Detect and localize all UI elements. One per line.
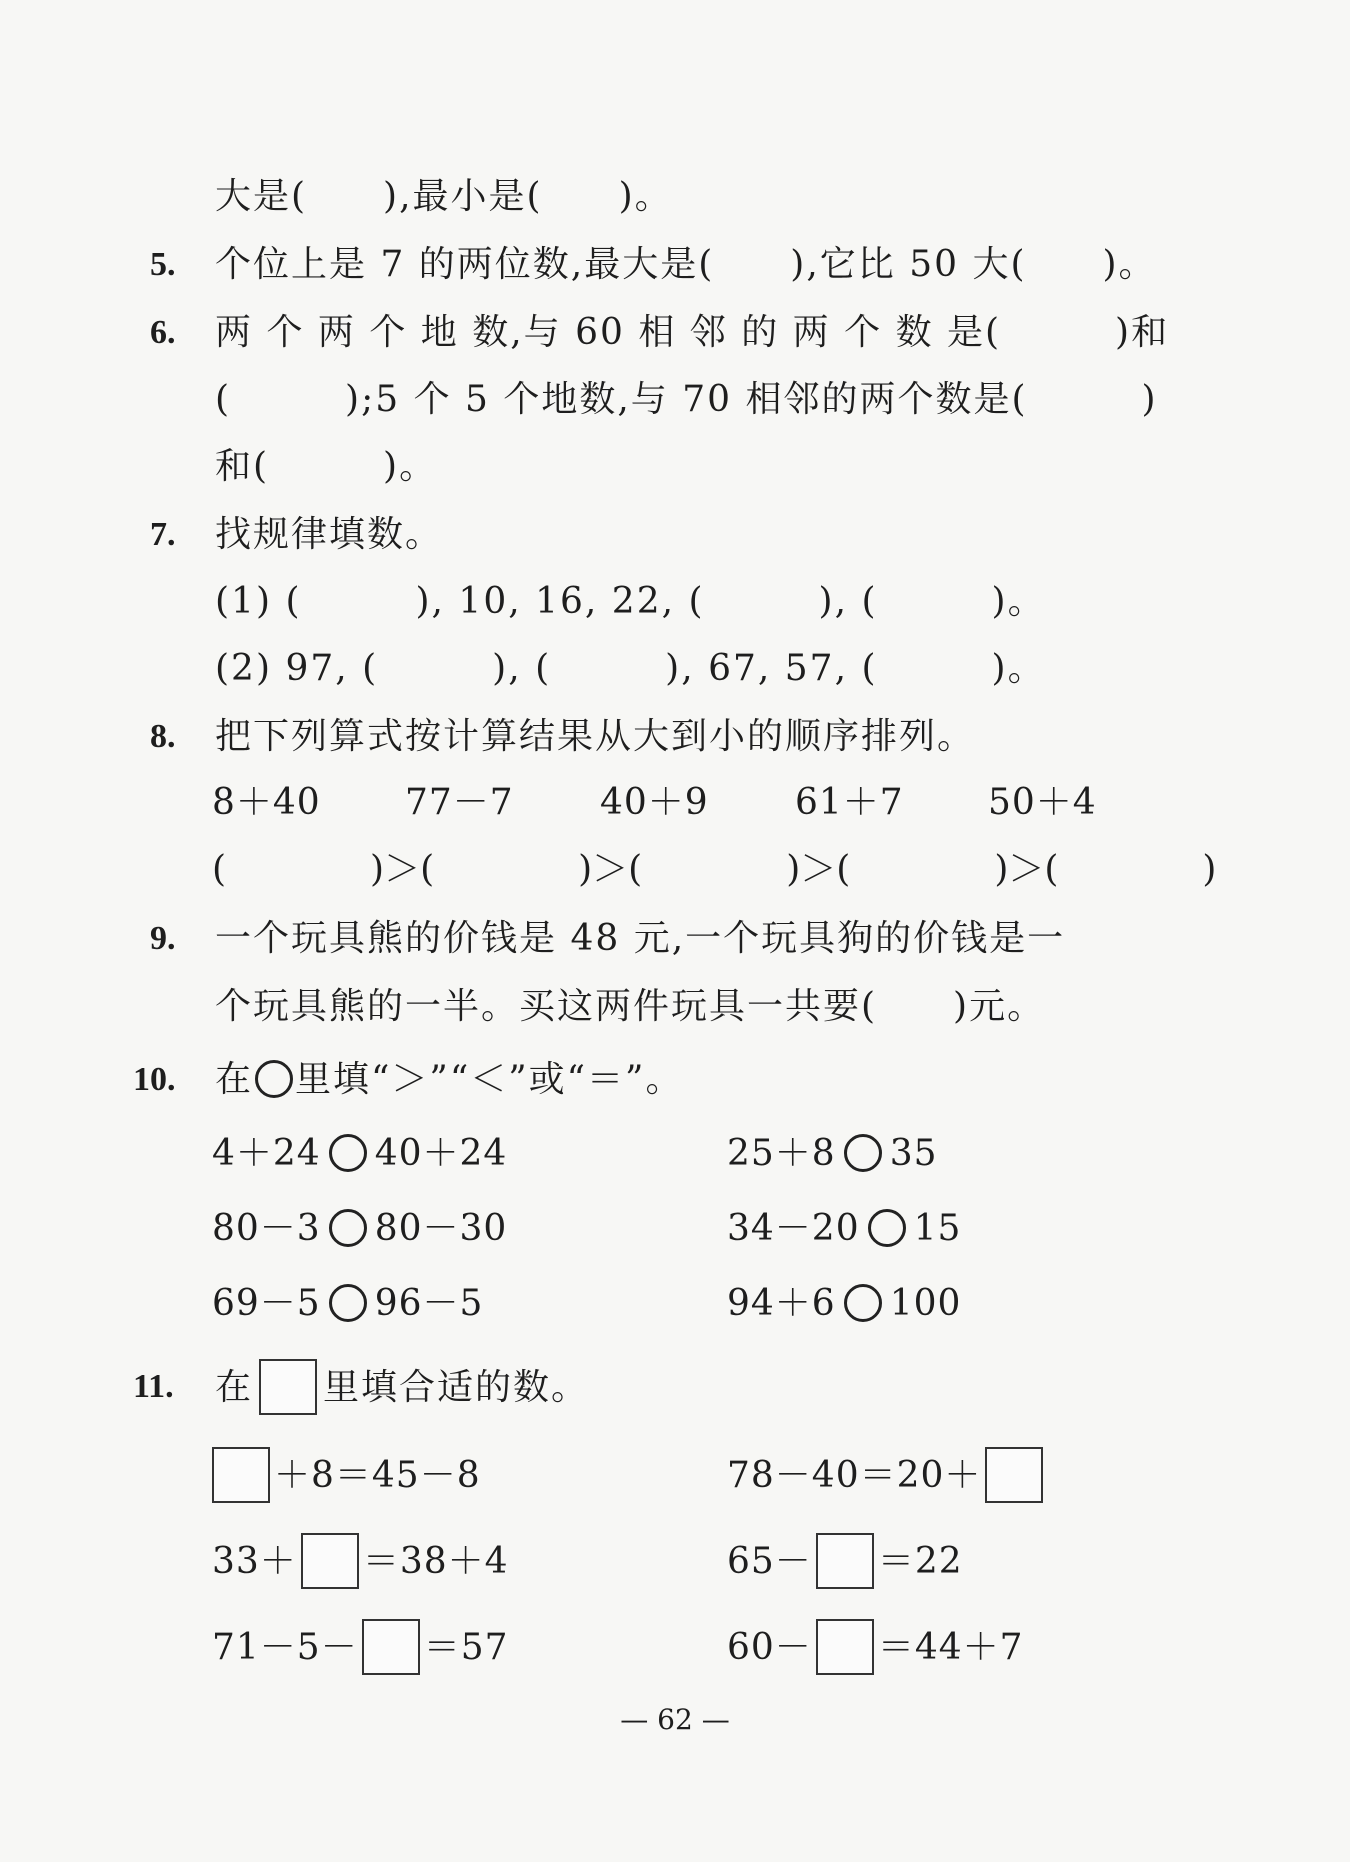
answer-box-input[interactable] [985,1447,1043,1503]
q8-expression: 50＋4 [988,782,1097,823]
answer-box-icon [259,1359,317,1415]
compare-circle-icon [255,1060,293,1098]
q10-compare-row [212,1126,507,1182]
q8-number: 8. [150,718,176,755]
q10-compare-row [212,1276,483,1332]
q5-text: 个位上是 7 的两位数,最大是( ),它比 50 大( )。 [215,244,1157,285]
equation-text: 78－40＝20＋ [727,1455,982,1496]
q11-equation [727,1534,963,1592]
q8-text: 把下列算式按计算结果从大到小的顺序排列。 [215,716,976,757]
compare-circle-input[interactable] [329,1209,367,1247]
equation-text: 71－5－ [212,1627,358,1668]
q10-instruction-pre: 在 [215,1059,254,1100]
equation-text: 65－ [727,1541,812,1582]
compare-right: 35 [889,1133,938,1174]
q11-equation [212,1448,481,1506]
equation-text: ＝22 [877,1541,963,1582]
compare-circle-input[interactable] [329,1134,367,1172]
q11-equation [212,1620,509,1678]
q10-number: 10. [133,1061,176,1098]
q8-order-blanks: ( )＞( )＞( )＞( )＞( ) [212,849,1217,890]
compare-left: 69－5 [212,1283,321,1324]
q7-sequence-1: (1) ( ), 10, 16, 22, ( ), ( )。 [215,581,1046,622]
answer-box-input[interactable] [301,1533,359,1589]
q11-instruction [215,1362,589,1418]
compare-left: 25＋8 [727,1133,836,1174]
answer-box-input[interactable] [816,1619,874,1675]
compare-right: 100 [889,1283,962,1324]
answer-box-input[interactable] [362,1619,420,1675]
compare-left: 94＋6 [727,1283,836,1324]
q7-number: 7. [150,516,176,553]
compare-left: 80－3 [212,1208,321,1249]
q10-instruction [215,1055,683,1105]
q8-expression: 61＋7 [795,782,904,823]
compare-circle-input[interactable] [844,1284,882,1322]
q11-instruction-pre: 在 [215,1367,254,1408]
q6-line2: ( );5 个 5 个地数,与 70 相邻的两个数是( ) [215,379,1158,420]
page-number: — 62 — [620,1703,730,1736]
q10-instruction-post: 里填“＞”“＜”或“＝”。 [295,1059,684,1100]
equation-text: ＝44＋7 [877,1627,1024,1668]
equation-text: 60－ [727,1627,812,1668]
q11-equation [727,1448,1047,1506]
q10-compare-row [727,1126,938,1182]
compare-right: 80－30 [374,1208,508,1249]
q6-number: 6. [150,314,176,351]
q11-number: 11. [133,1368,174,1405]
q11-equation [212,1534,509,1592]
q6-line1: 两 个 两 个 地 数,与 60 相 邻 的 两 个 数 是( )和 [215,312,1170,353]
compare-right: 96－5 [374,1283,484,1324]
equation-text: ＋8＝45－8 [274,1455,481,1496]
compare-circle-input[interactable] [868,1209,906,1247]
compare-left: 4＋24 [212,1133,321,1174]
compare-right: 15 [913,1208,962,1249]
q4-continuation: 大是( ),最小是( )。 [215,176,673,217]
compare-circle-input[interactable] [844,1134,882,1172]
q6-line3: 和( )。 [215,446,438,487]
answer-box-input[interactable] [212,1447,270,1503]
q9-line1: 一个玩具熊的价钱是 48 元,一个玩具狗的价钱是一 [215,918,1066,959]
q10-compare-row [727,1276,961,1332]
q10-compare-row [727,1201,961,1257]
equation-text: ＝57 [423,1627,509,1668]
q8-expression: 8＋40 [212,782,321,823]
q9-line2: 个玩具熊的一半。买这两件玩具一共要( )元。 [215,986,1046,1027]
equation-text: ＝38＋4 [362,1541,509,1582]
q11-equation [727,1620,1024,1678]
q5-number: 5. [150,246,176,283]
q7-sequence-2: (2) 97, ( ), ( ), 67, 57, ( )。 [215,648,1046,689]
q7-text: 找规律填数。 [215,514,444,555]
compare-left: 34－20 [727,1208,860,1249]
compare-circle-input[interactable] [329,1284,367,1322]
equation-text: 33＋ [212,1541,297,1582]
q10-compare-row [212,1201,507,1257]
q11-instruction-post: 里填合适的数。 [323,1367,590,1408]
q8-expression: 77－7 [405,782,514,823]
answer-box-input[interactable] [816,1533,874,1589]
compare-right: 40＋24 [374,1133,508,1174]
q8-expression: 40＋9 [600,782,709,823]
q9-number: 9. [150,920,176,957]
